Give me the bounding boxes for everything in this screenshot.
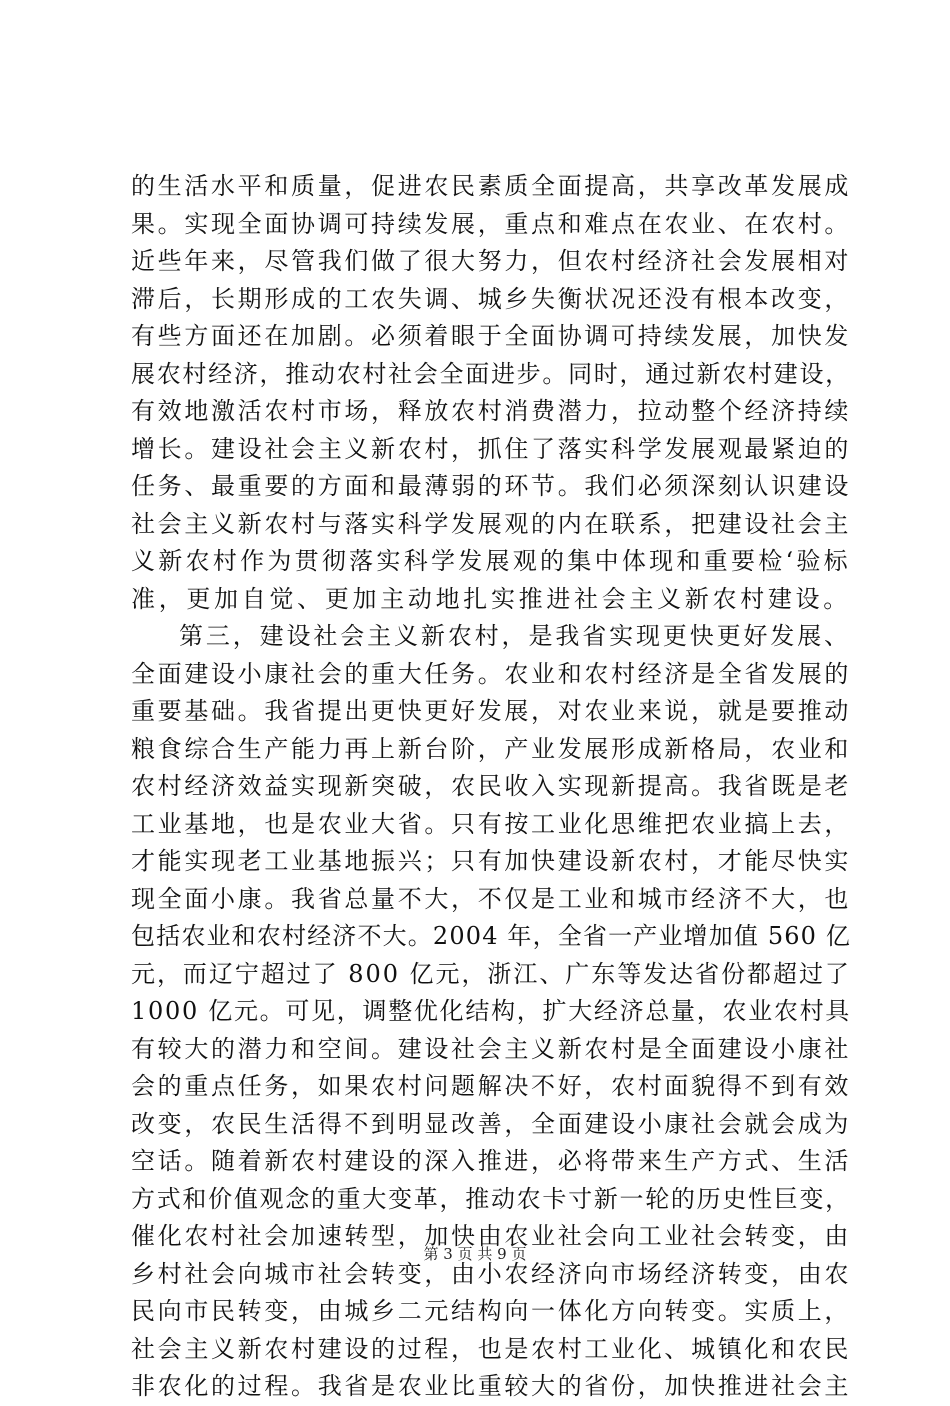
body-text (131, 168, 851, 1406)
text-line: 包括农业和农村经济不大。2004 年，全省一产业增加值 560 亿 (131, 922, 852, 950)
text-line: 重要基础。我省提出更快更好发展，对农业来说，就是要推动 (131, 697, 852, 725)
text-line: 会的重点任务，如果农村问题解决不好，农村面貌得不到有效 (131, 1072, 852, 1100)
text-line: 社会主义新农村与落实科学发展观的内在联系，把建设社会主 (131, 509, 852, 538)
text-line: 乡村社会向城市社会转变，由小农经济向市场经济转变，由农 (131, 1259, 852, 1288)
text-line: 有些方面还在加剧。必须着眼于全面协调可持续发展，加快发 (131, 322, 852, 350)
text-line: 改变，农民生活得不到明显改善，全面建设小康社会就会成为 (131, 1109, 852, 1138)
text-line: 有效地激活农村市场，释放农村消费潜力，拉动整个经济持续 (131, 397, 852, 425)
text-line: 展农村经济，推动农村社会全面进步。同时，通过新农村建设， (131, 359, 851, 388)
text-line: 任务、最重要的方面和最薄弱的环节。我们必须深刻认识建设 (131, 472, 852, 500)
text-line: 义新农村作为贯彻落实科学发展观的集中体现和重要检‘验标 (131, 547, 851, 575)
text-line: 有较大的潜力和空间。建设社会主义新农村是全面建设小康社 (131, 1034, 852, 1063)
text-line: 准，更加自觉、更加主动地扎实推进社会主义新农村建设。 (131, 584, 851, 613)
text-line: 非农化的过程。我省是农业比重较大的省份，加快推进社会主 (131, 1372, 852, 1400)
text-line: 空话。随着新农村建设的深入推进，必将带来生产方式、生活 (131, 1147, 852, 1175)
text-line: 现全面小康。我省总量不大，不仅是工业和城市经济不大，也 (131, 884, 852, 913)
text-line: 全面建设小康社会的重大任务。农业和农村经济是全省发展的 (131, 659, 852, 688)
text-line: 粮食综合生产能力再上新台阶，产业发展形成新格局，农业和 (131, 734, 852, 763)
text-line: 农村经济效益实现新突破，农民收入实现新提高。我省既是老 (131, 772, 852, 800)
text-line: 催化农村社会加速转型，加快由农业社会向工业社会转变，由 (131, 1222, 852, 1250)
page-footer: 第 3 页 共 9 页 (423, 1245, 527, 1263)
text-line: 方式和价值观念的重大变革，推动农卡寸新一轮的历史性巨变， (131, 1184, 851, 1213)
text-line: 果。实现全面协调可持续发展，重点和难点在农业、在农村。 (131, 209, 852, 238)
text-line: 工业基地，也是农业大省。只有按工业化思维把农业搞上去， (131, 809, 852, 838)
text-line: 第三，建设社会主义新农村，是我省实现更快更好发展、 (179, 622, 851, 650)
text-line: 滞后，长期形成的工农失调、城乡失衡状况还没有根本改变， (131, 284, 852, 313)
text-line: 近些年来，尽管我们做了很大努力，但农村经济社会发展相对 (131, 247, 852, 275)
text-line: 增长。建设社会主义新农村，抓住了落实科学发展观最紧迫的 (131, 434, 852, 463)
text-line: 元，而辽宁超过了 800 亿元，浙江、广东等发达省份都超过了 (131, 959, 851, 988)
text-line: 才能实现老工业基地振兴；只有加快建设新农村，才能尽快实 (131, 847, 852, 875)
text-line: 社会主义新农村建设的过程，也是农村工业化、城镇化和农民 (131, 1334, 852, 1363)
text-line: 的生活水平和质量，促进农民素质全面提高，共享改革发展成 (131, 172, 852, 200)
text-line: 民向市民转变，由城乡二元结构向一体化方向转变。实质上， (131, 1297, 852, 1325)
text-line: 1000 亿元。可见，调整优化结构，扩大经济总量，农业农村具 (131, 997, 852, 1025)
